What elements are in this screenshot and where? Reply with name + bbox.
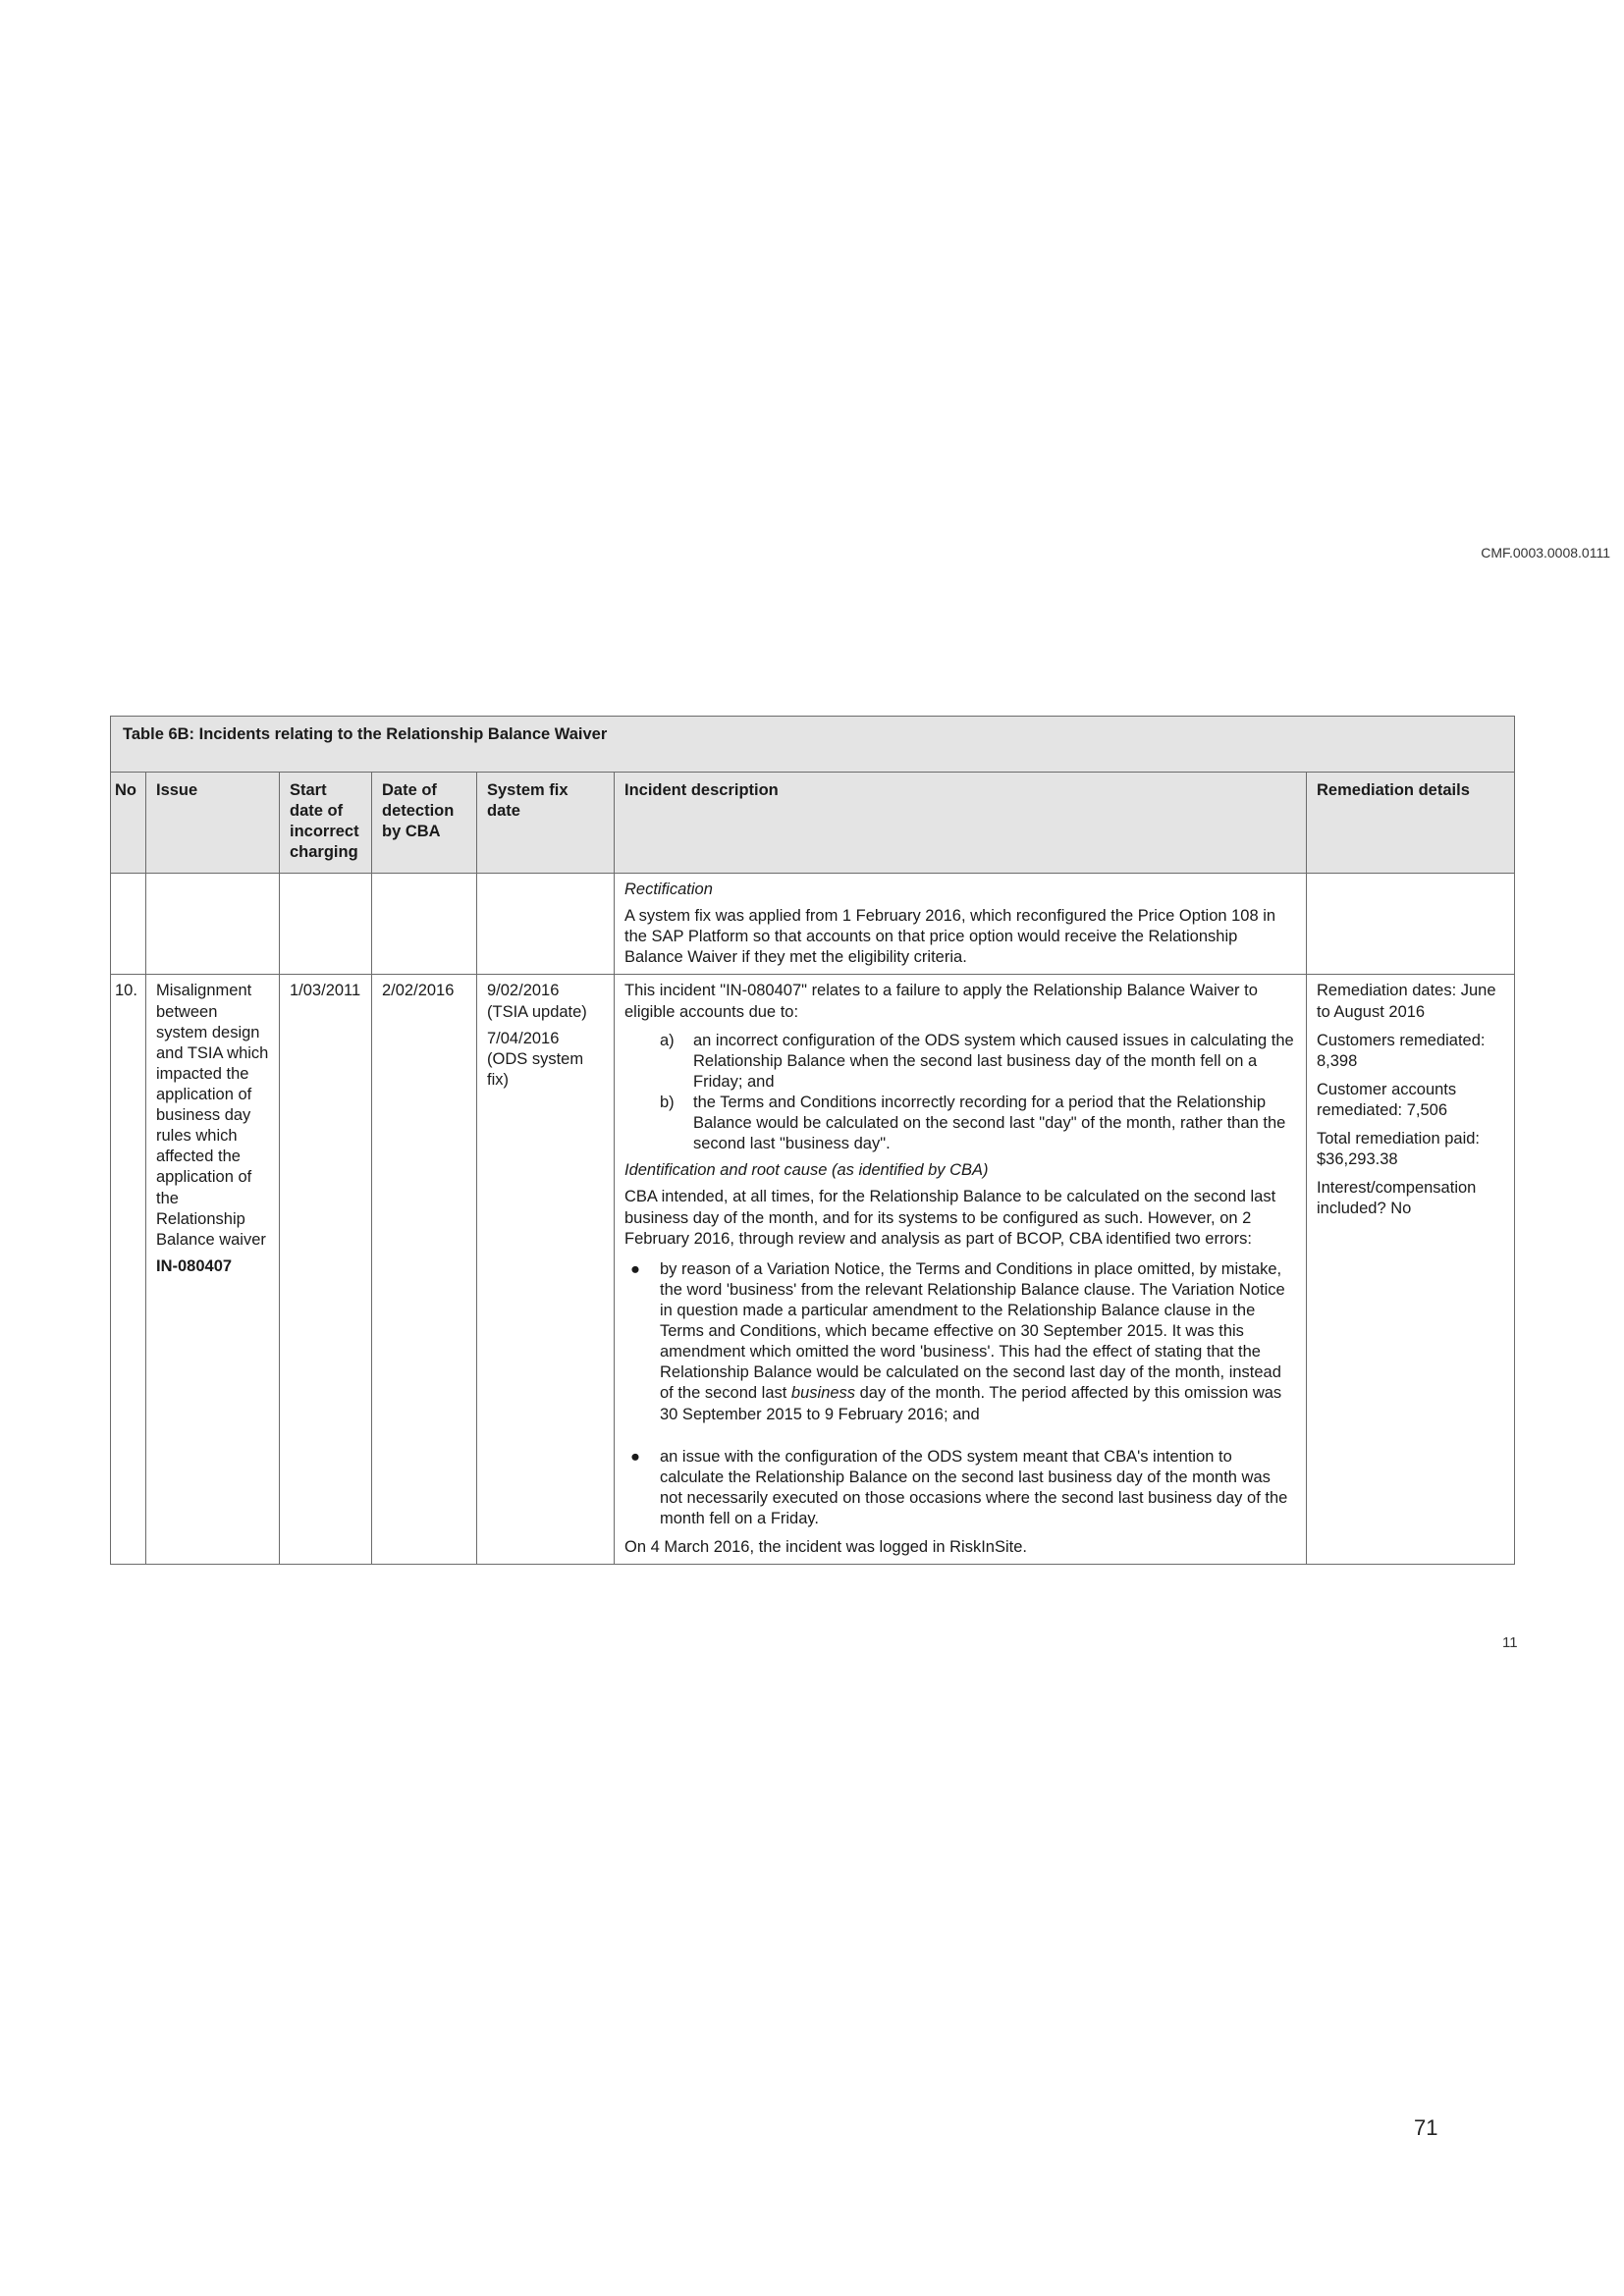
remediation-total-paid: Total remediation paid: $36,293.38	[1317, 1130, 1481, 1169]
cell-detection-empty	[372, 874, 477, 975]
header-remediation-details: Remediation details	[1307, 773, 1515, 874]
bullet-icon: ●	[630, 1259, 640, 1278]
cell-issue	[146, 975, 280, 1565]
errors-bullet-list	[624, 1259, 1296, 1529]
issue-id: IN-080407	[156, 1256, 233, 1275]
remediation-accounts: Customer accounts remediated: 7,506	[1317, 1080, 1457, 1119]
remediation-dates: Remediation dates: June to August 2016	[1317, 982, 1496, 1021]
incidents-table	[110, 716, 1515, 1565]
table-row-10	[111, 975, 1515, 1565]
header-no: No	[111, 773, 146, 874]
cell-fix-empty	[477, 874, 615, 975]
cell-system-fix-date	[477, 975, 615, 1565]
cell-issue-empty	[146, 874, 280, 975]
cell-start-empty	[280, 874, 372, 975]
header-start-date: Start date of incorrect charging	[280, 773, 372, 874]
document-id: CMF.0003.0008.0111	[1481, 545, 1610, 561]
remediation-customers: Customers remediated: 8,398	[1317, 1031, 1486, 1070]
list-item	[624, 1093, 1296, 1154]
incident-sub-list	[624, 1031, 1296, 1155]
rectification-text: A system fix was applied from 1 February 2016, which reconfigured the Price Option 108 in the SAP Platform so that accounts on that price option would receive the Relationship Balance Waiver if they met the eligibility criteria.	[624, 907, 1276, 967]
cell-start-date: 1/03/2011	[280, 975, 372, 1565]
list-item	[624, 1259, 1296, 1425]
cell-description-rectification	[615, 874, 1307, 975]
list-item-text: the Terms and Conditions incorrectly recording for a period that the Relationship Balance would be calculated on the second last "day" of the month, rather than the second last "business day".	[693, 1093, 1286, 1153]
list-item-text: an incorrect configuration of the ODS system which caused issues in calculating the Relationship Balance when the second last business day of the month fell on a Friday; and	[693, 1031, 1294, 1091]
cell-no: 10.	[111, 975, 146, 1565]
root-cause-heading: Identification and root cause (as identified by CBA)	[624, 1161, 989, 1180]
list-item	[624, 1447, 1296, 1529]
remediation-interest: Interest/compensation included? No	[1317, 1179, 1477, 1218]
bullet-1-text-start: by reason of a Variation Notice, the Terms and Conditions in place omitted, by mistake, the word 'business' from the relevant Relationship Balance clause. The Variation Notice in question made a particular amendment to the Relationship Balance clause in the Terms and Conditions, which became effective on 30 September 2015. It was this amendment which omitted the word 'business'. This had the effect of stating that the Relationship Balance would be calculated on the second last day of the month, instead of the second last	[660, 1259, 1285, 1403]
root-cause-text: CBA intended, at all times, for the Relationship Balance to be calculated on the second last business day of the month, and for its systems to be configured as such. However, on 2 February 2016, through review and analysis as part of BCOP, CBA identified two errors:	[624, 1188, 1276, 1248]
cell-detection-date: 2/02/2016	[372, 975, 477, 1565]
section-page-number: 11	[1502, 1634, 1518, 1651]
list-marker: b)	[660, 1093, 675, 1111]
bullet-2-text: an issue with the configuration of the ODS system meant that CBA's intention to calculate the Relationship Balance on the second last business day of the month was not necessarily executed on those occasions where the second last business day of the month fell on a Friday.	[660, 1447, 1288, 1527]
incidents-table-container	[110, 716, 1514, 1565]
header-issue: Issue	[146, 773, 280, 874]
cell-no-empty	[111, 874, 146, 975]
incident-intro: This incident "IN-080407" relates to a failure to apply the Relationship Balance Waiver to eligible accounts due to:	[624, 982, 1258, 1021]
header-incident-description: Incident description	[615, 773, 1307, 874]
bullet-1-emphasis: business	[790, 1384, 856, 1403]
bullet-icon: ●	[630, 1447, 640, 1466]
table-caption-row	[111, 717, 1515, 773]
incident-closing: On 4 March 2016, the incident was logged in RiskInSite.	[624, 1538, 1027, 1557]
table-caption: Table 6B: Incidents relating to the Relationship Balance Waiver	[111, 717, 1515, 773]
issue-text: Misalignment between system design and TSIA which impacted the application of business day rules which affected the application of the Relationship Balance waiver	[156, 982, 269, 1249]
table-header-row	[111, 773, 1515, 874]
cell-remediation-details	[1307, 975, 1515, 1565]
list-item	[624, 1031, 1296, 1093]
page-number: 71	[1414, 2115, 1438, 2140]
fix-date-1: 9/02/2016 (TSIA update)	[487, 982, 587, 1021]
list-marker: a)	[660, 1031, 675, 1049]
fix-date-2: 7/04/2016 (ODS system fix)	[487, 1029, 584, 1089]
cell-incident-description	[615, 975, 1307, 1565]
header-detection-date: Date of detection by CBA	[372, 773, 477, 874]
bullet-1-text-end: day of the month. The period affected by this omission was 30 September 2015 to 9 February 2016; and	[660, 1384, 1282, 1423]
rectification-heading: Rectification	[624, 881, 713, 898]
cell-remediation-empty	[1307, 874, 1515, 975]
table-row-continued	[111, 874, 1515, 975]
header-system-fix-date: System fix date	[477, 773, 615, 874]
